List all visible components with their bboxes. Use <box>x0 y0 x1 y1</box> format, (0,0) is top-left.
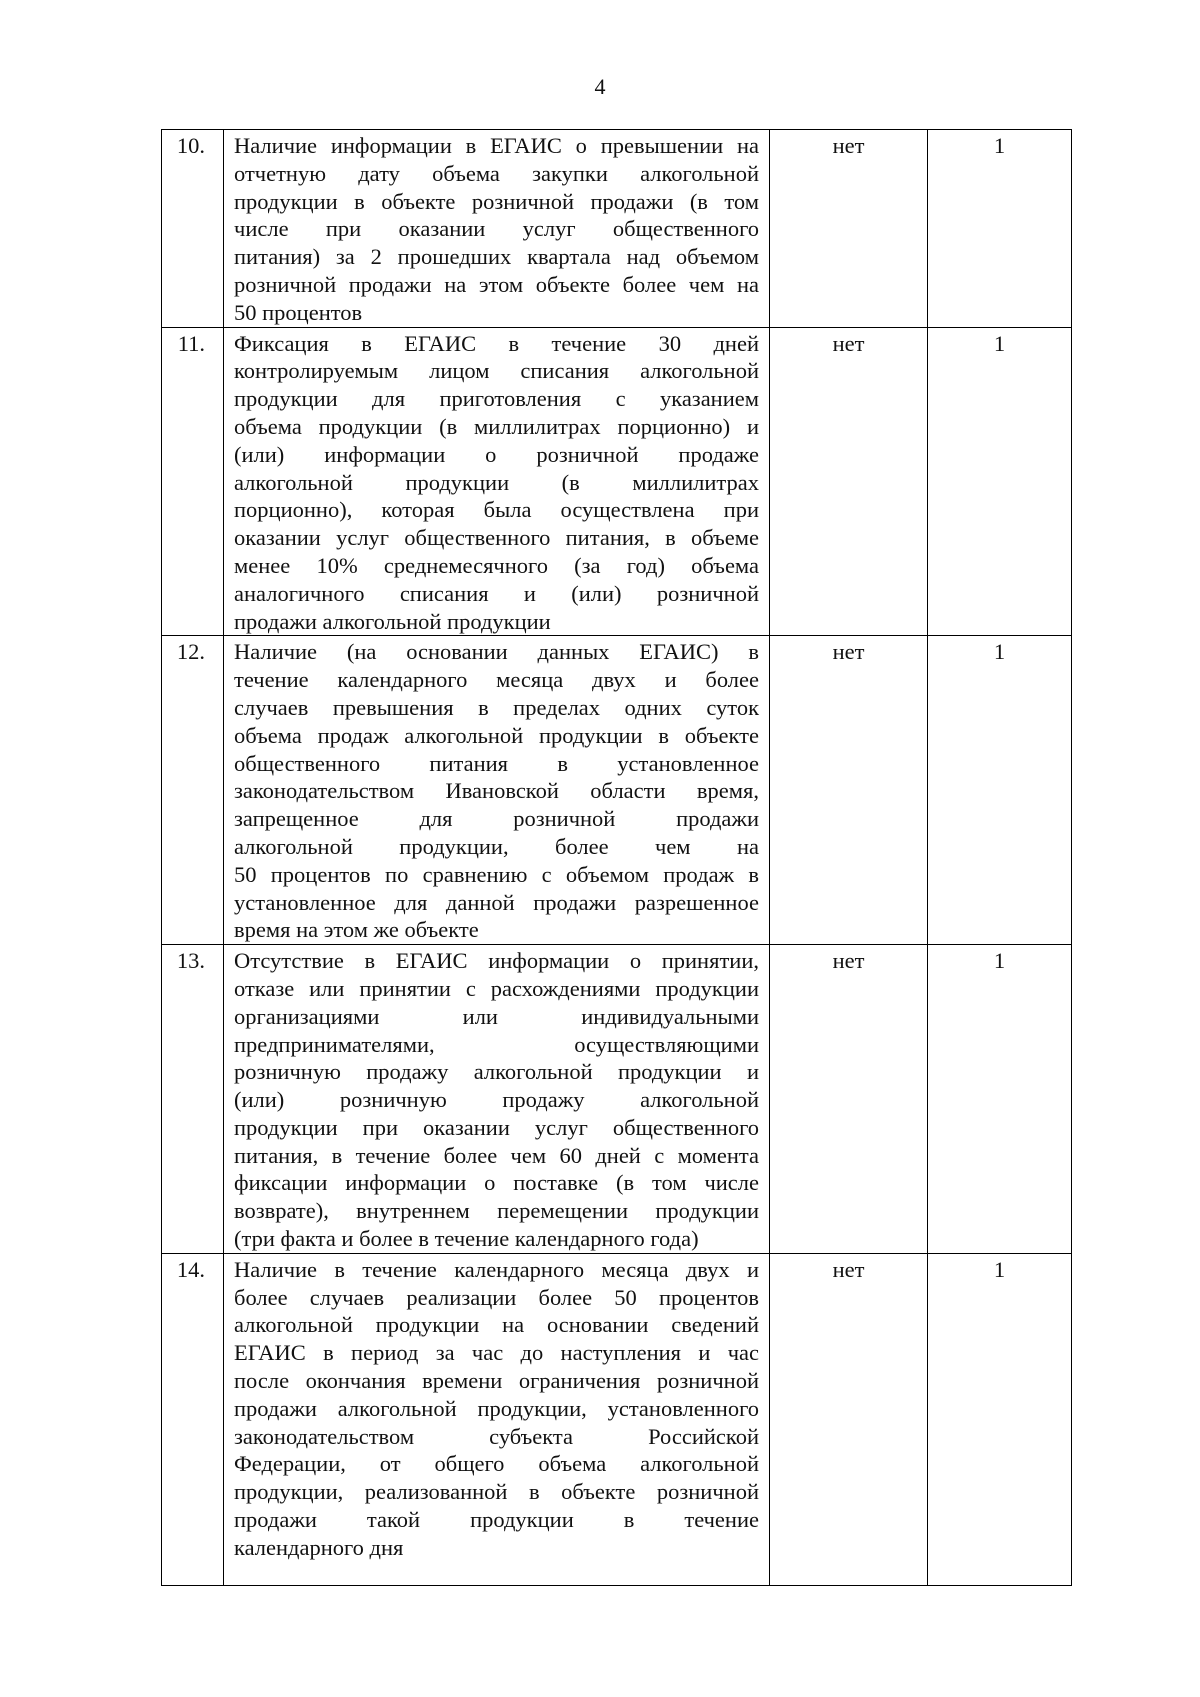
criterion-line: ЕГАИС в период за час до наступления и час <box>234 1340 759 1366</box>
criterion-line: Наличие (на основании данных ЕГАИС) в <box>234 639 759 665</box>
criterion-line: (или) розничную продажу алкогольной <box>234 1087 759 1113</box>
table-row <box>162 130 1072 328</box>
criterion-line: объема продукции (в миллилитрах порционно) и <box>234 413 759 439</box>
score-value: 1 <box>928 945 1072 1254</box>
table-row <box>162 1253 1072 1585</box>
presence-flag: нет <box>770 1253 928 1585</box>
criterion-line: продукции, реализованной в объекте розничной <box>234 1479 759 1505</box>
criterion-line: отказе или принятии с расхождениями продукции <box>234 975 759 1001</box>
criteria-table <box>161 129 1072 1586</box>
criterion-line: общественного питания в установленное <box>234 750 759 776</box>
criterion-line: Отсутствие в ЕГАИС информации о принятии, <box>234 948 759 974</box>
criterion-line: предпринимателями, осуществляющими <box>234 1031 759 1057</box>
criterion-line: время на этом же объекте <box>234 917 479 943</box>
criterion-line: 50 процентов по сравнению с объемом продаж в <box>234 861 759 887</box>
row-number: 11. <box>162 327 224 636</box>
row-number: 13. <box>162 945 224 1254</box>
criterion-line: установленное для данной продажи разрешенное <box>234 889 759 915</box>
criterion-line: аналогичного списания и (или) розничной <box>234 580 759 606</box>
criterion-line: течение календарного месяца двух и более <box>234 667 759 693</box>
criterion-line: алкогольной продукции (в миллилитрах <box>234 469 759 495</box>
criterion-text <box>224 636 770 945</box>
criterion-line: (или) информации о розничной продаже <box>234 441 759 467</box>
criterion-line: оказании услуг общественного питания, в объеме <box>234 525 759 551</box>
criterion-line: законодательством субъекта Российской <box>234 1423 759 1449</box>
criterion-line: более случаев реализации более 50 процентов <box>234 1284 759 1310</box>
criterion-line: продукции для приготовления с указанием <box>234 386 759 412</box>
criterion-line: организациями или индивидуальными <box>234 1003 759 1029</box>
criterion-line: розничную продажу алкогольной продукции и <box>234 1059 759 1085</box>
criterion-line: питания, в течение более чем 60 дней с момента <box>234 1142 759 1168</box>
criterion-line: Федерации, от общего объема алкогольной <box>234 1451 759 1477</box>
criterion-line: алкогольной продукции на основании сведений <box>234 1312 759 1338</box>
criterion-line: продукции при оказании услуг общественного <box>234 1114 759 1140</box>
criterion-line: случаев превышения в пределах одних суток <box>234 694 759 720</box>
criterion-line: возврате), внутреннем перемещении продукции <box>234 1198 759 1224</box>
criterion-line: продажи алкогольной продукции <box>234 608 551 634</box>
page-number: 4 <box>594 74 606 99</box>
criterion-line: Наличие в течение календарного месяца двух и <box>234 1256 759 1282</box>
presence-flag: нет <box>770 636 928 945</box>
criterion-line: после окончания времени ограничения розничной <box>234 1368 759 1394</box>
criterion-line: продажи алкогольной продукции, установленного <box>234 1395 759 1421</box>
criterion-line: алкогольной продукции, более чем на <box>234 833 759 859</box>
criterion-line: законодательством Ивановской области время, <box>234 778 759 804</box>
criterion-line: фиксации информации о поставке (в том числе <box>234 1170 759 1196</box>
criterion-text <box>224 945 770 1254</box>
row-number: 12. <box>162 636 224 945</box>
criterion-line: розничной продажи на этом объекте более чем на <box>234 271 759 297</box>
presence-flag: нет <box>770 130 928 328</box>
row-number: 10. <box>162 130 224 328</box>
criterion-line: продукции в объекте розничной продажи (в том <box>234 188 759 214</box>
presence-flag: нет <box>770 327 928 636</box>
criterion-text <box>224 130 770 328</box>
criterion-line: Наличие информации в ЕГАИС о превышении на <box>234 133 759 158</box>
criterion-line: числе при оказании услуг общественного <box>234 216 759 242</box>
table-row <box>162 945 1072 1254</box>
criterion-text <box>224 1253 770 1585</box>
criterion-line: отчетную дату объема закупки алкогольной <box>234 160 759 186</box>
presence-flag: нет <box>770 945 928 1254</box>
table-row <box>162 636 1072 945</box>
criterion-line: 50 процентов <box>234 299 363 325</box>
criterion-line: (три факта и более в течение календарного года) <box>234 1226 699 1252</box>
score-value: 1 <box>928 327 1072 636</box>
score-value: 1 <box>928 636 1072 945</box>
criterion-line: менее 10% среднемесячного (за год) объема <box>234 552 759 578</box>
criterion-line: питания) за 2 прошедших квартала над объемом <box>234 244 759 270</box>
criterion-line: запрещенное для розничной продажи <box>234 806 759 832</box>
criterion-line: контролируемым лицом списания алкогольной <box>234 358 759 384</box>
score-value: 1 <box>928 130 1072 328</box>
criterion-line: Фиксация в ЕГАИС в течение 30 дней <box>234 330 759 356</box>
criterion-line: календарного дня <box>234 1534 404 1560</box>
criterion-line: продажи такой продукции в течение <box>234 1507 759 1533</box>
row-number: 14. <box>162 1253 224 1585</box>
criterion-text <box>224 327 770 636</box>
score-value: 1 <box>928 1253 1072 1585</box>
table-row <box>162 327 1072 636</box>
criterion-line: объема продаж алкогольной продукции в объекте <box>234 722 759 748</box>
criterion-line: порционно), которая была осуществлена при <box>234 497 759 523</box>
table-body <box>162 130 1072 1586</box>
